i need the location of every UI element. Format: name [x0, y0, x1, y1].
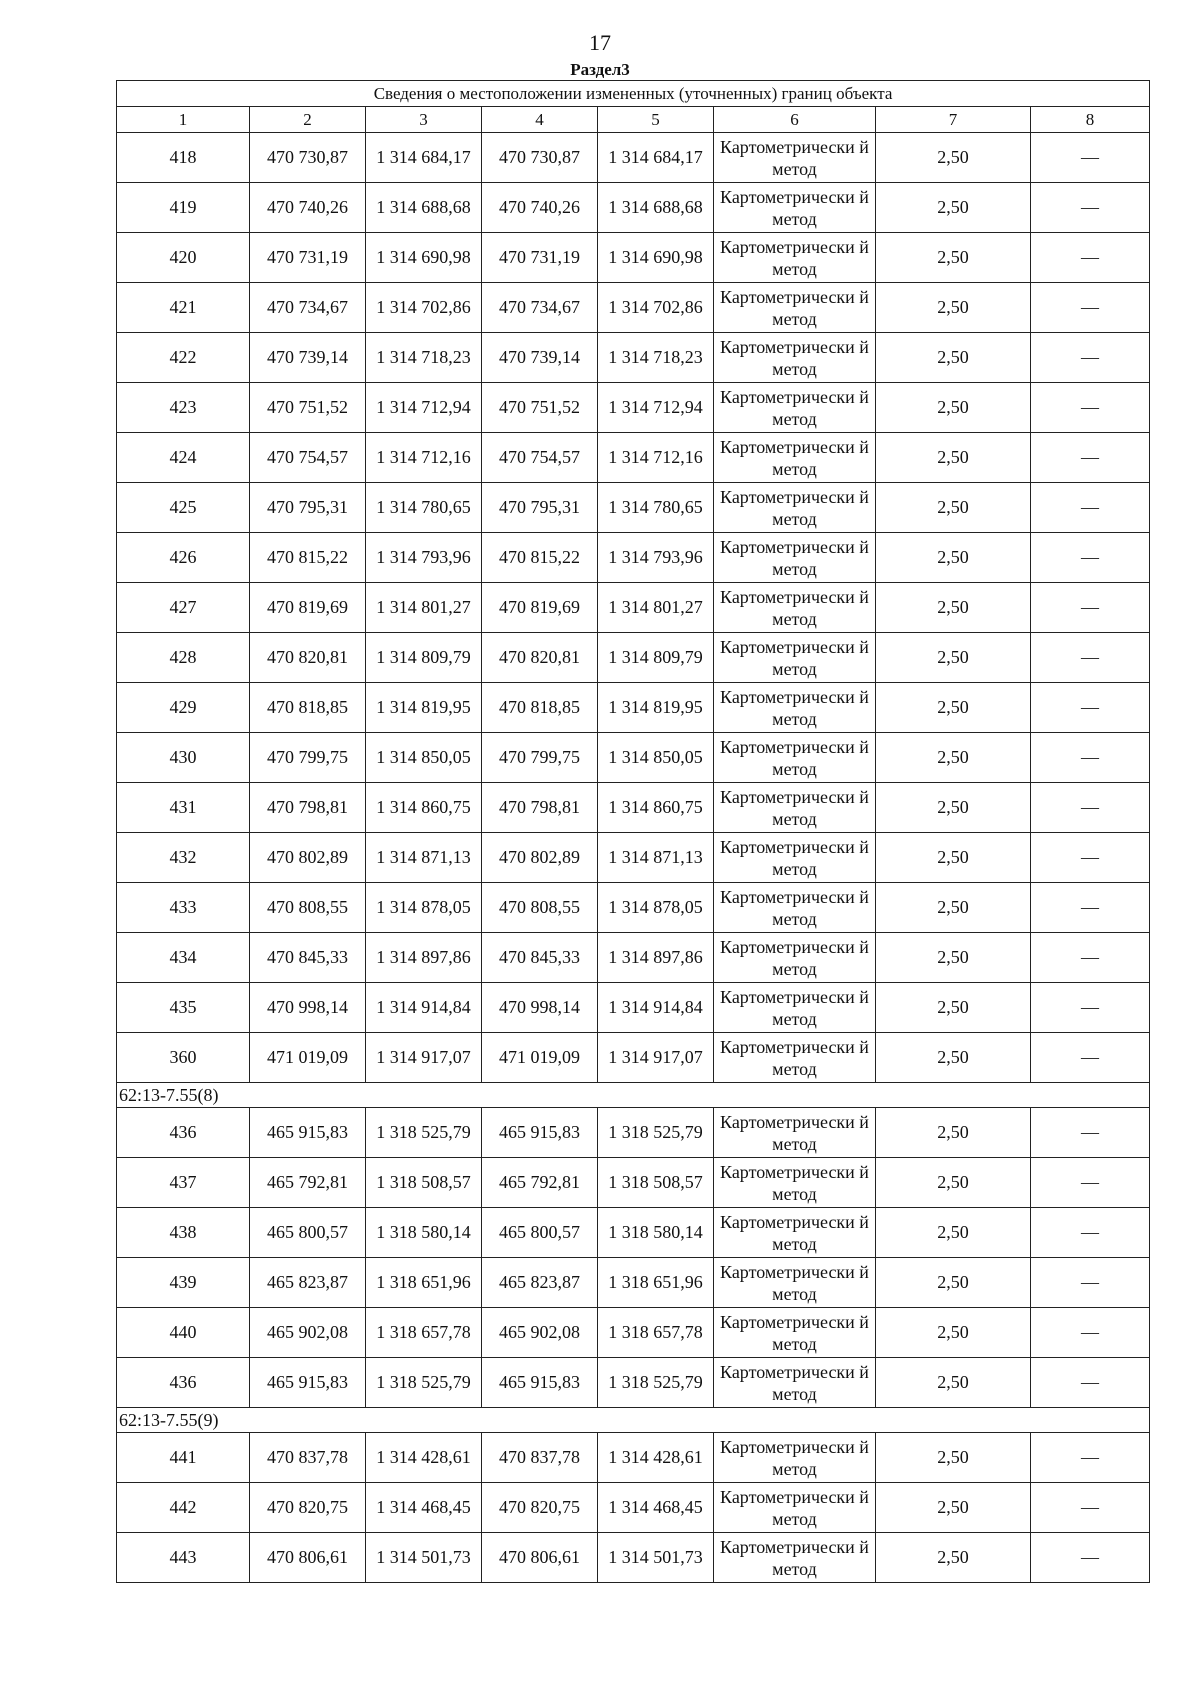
note-cell: — — [1031, 133, 1150, 183]
note-cell: — — [1031, 383, 1150, 433]
group-label: 62:13-7.55(9) — [117, 1408, 1150, 1433]
x-refined-cell: 470 815,22 — [482, 533, 598, 583]
column-number: 8 — [1031, 107, 1150, 133]
y-existing-cell: 1 314 718,23 — [366, 333, 482, 383]
x-existing-cell: 470 795,31 — [250, 483, 366, 533]
point-number-cell: 439 — [117, 1258, 250, 1308]
table-row — [117, 183, 1150, 233]
accuracy-cell: 2,50 — [876, 1308, 1031, 1358]
table-row — [117, 1208, 1150, 1258]
y-existing-cell: 1 314 917,07 — [366, 1033, 482, 1083]
table-row — [117, 433, 1150, 483]
point-number-cell: 438 — [117, 1208, 250, 1258]
note-cell: — — [1031, 783, 1150, 833]
y-existing-cell: 1 314 428,61 — [366, 1433, 482, 1483]
x-refined-cell: 470 734,67 — [482, 283, 598, 333]
y-existing-cell: 1 318 651,96 — [366, 1258, 482, 1308]
group-header-row — [117, 1083, 1150, 1108]
y-existing-cell: 1 314 801,27 — [366, 583, 482, 633]
accuracy-cell: 2,50 — [876, 983, 1031, 1033]
table-row — [117, 1033, 1150, 1083]
table-row — [117, 1483, 1150, 1533]
note-cell: — — [1031, 633, 1150, 683]
y-existing-cell: 1 318 657,78 — [366, 1308, 482, 1358]
method-cell: Картометрически й метод — [714, 1483, 876, 1533]
point-number-cell: 435 — [117, 983, 250, 1033]
table-row — [117, 683, 1150, 733]
x-existing-cell: 465 823,87 — [250, 1258, 366, 1308]
accuracy-cell: 2,50 — [876, 1208, 1031, 1258]
note-cell: — — [1031, 433, 1150, 483]
note-cell: — — [1031, 333, 1150, 383]
table-row — [117, 283, 1150, 333]
point-number-cell: 443 — [117, 1533, 250, 1583]
y-existing-cell: 1 314 878,05 — [366, 883, 482, 933]
point-number-cell: 425 — [117, 483, 250, 533]
point-number-cell: 441 — [117, 1433, 250, 1483]
group-header-row — [117, 1408, 1150, 1433]
x-refined-cell: 465 915,83 — [482, 1358, 598, 1408]
accuracy-cell: 2,50 — [876, 1108, 1031, 1158]
accuracy-cell: 2,50 — [876, 833, 1031, 883]
x-refined-cell: 470 751,52 — [482, 383, 598, 433]
x-refined-cell: 470 818,85 — [482, 683, 598, 733]
point-number-cell: 432 — [117, 833, 250, 883]
point-number-cell: 436 — [117, 1358, 250, 1408]
y-refined-cell: 1 314 712,16 — [598, 433, 714, 483]
y-refined-cell: 1 314 428,61 — [598, 1433, 714, 1483]
accuracy-cell: 2,50 — [876, 583, 1031, 633]
x-refined-cell: 470 820,75 — [482, 1483, 598, 1533]
note-cell: — — [1031, 1533, 1150, 1583]
y-refined-cell: 1 314 860,75 — [598, 783, 714, 833]
y-existing-cell: 1 314 897,86 — [366, 933, 482, 983]
y-refined-cell: 1 314 501,73 — [598, 1533, 714, 1583]
method-cell: Картометрически й метод — [714, 1433, 876, 1483]
note-cell: — — [1031, 1033, 1150, 1083]
note-cell: — — [1031, 833, 1150, 883]
note-cell: — — [1031, 583, 1150, 633]
boundary-coordinates-table — [116, 80, 1150, 1583]
method-cell: Картометрически й метод — [714, 1358, 876, 1408]
x-existing-cell: 470 837,78 — [250, 1433, 366, 1483]
y-refined-cell: 1 314 712,94 — [598, 383, 714, 433]
method-cell: Картометрически й метод — [714, 1158, 876, 1208]
table-row — [117, 1308, 1150, 1358]
note-cell: — — [1031, 1108, 1150, 1158]
y-existing-cell: 1 318 580,14 — [366, 1208, 482, 1258]
x-existing-cell: 470 731,19 — [250, 233, 366, 283]
column-number: 3 — [366, 107, 482, 133]
point-number-cell: 419 — [117, 183, 250, 233]
column-number: 2 — [250, 107, 366, 133]
table-row — [117, 383, 1150, 433]
method-cell: Картометрически й метод — [714, 483, 876, 533]
table-caption: Сведения о местоположении измененных (уточненных) границ объекта — [117, 81, 1150, 107]
accuracy-cell: 2,50 — [876, 1033, 1031, 1083]
x-existing-cell: 470 845,33 — [250, 933, 366, 983]
method-cell: Картометрически й метод — [714, 1258, 876, 1308]
method-cell: Картометрически й метод — [714, 383, 876, 433]
note-cell: — — [1031, 533, 1150, 583]
x-existing-cell: 470 734,67 — [250, 283, 366, 333]
table-row — [117, 133, 1150, 183]
note-cell: — — [1031, 883, 1150, 933]
y-existing-cell: 1 318 525,79 — [366, 1108, 482, 1158]
x-refined-cell: 465 902,08 — [482, 1308, 598, 1358]
x-existing-cell: 470 818,85 — [250, 683, 366, 733]
x-existing-cell: 471 019,09 — [250, 1033, 366, 1083]
point-number-cell: 442 — [117, 1483, 250, 1533]
y-refined-cell: 1 318 525,79 — [598, 1358, 714, 1408]
x-refined-cell: 470 820,81 — [482, 633, 598, 683]
y-existing-cell: 1 314 793,96 — [366, 533, 482, 583]
y-refined-cell: 1 314 917,07 — [598, 1033, 714, 1083]
note-cell: — — [1031, 1308, 1150, 1358]
accuracy-cell: 2,50 — [876, 1158, 1031, 1208]
accuracy-cell: 2,50 — [876, 383, 1031, 433]
note-cell: — — [1031, 483, 1150, 533]
y-refined-cell: 1 318 657,78 — [598, 1308, 714, 1358]
method-cell: Картометрически й метод — [714, 333, 876, 383]
x-refined-cell: 470 730,87 — [482, 133, 598, 183]
note-cell: — — [1031, 183, 1150, 233]
accuracy-cell: 2,50 — [876, 883, 1031, 933]
x-existing-cell: 470 802,89 — [250, 833, 366, 883]
method-cell: Картометрически й метод — [714, 633, 876, 683]
point-number-cell: 422 — [117, 333, 250, 383]
note-cell: — — [1031, 1483, 1150, 1533]
x-existing-cell: 470 754,57 — [250, 433, 366, 483]
x-existing-cell: 470 798,81 — [250, 783, 366, 833]
y-refined-cell: 1 318 525,79 — [598, 1108, 714, 1158]
method-cell: Картометрически й метод — [714, 1108, 876, 1158]
y-refined-cell: 1 314 850,05 — [598, 733, 714, 783]
method-cell: Картометрически й метод — [714, 233, 876, 283]
x-refined-cell: 465 792,81 — [482, 1158, 598, 1208]
y-existing-cell: 1 314 468,45 — [366, 1483, 482, 1533]
y-existing-cell: 1 314 914,84 — [366, 983, 482, 1033]
method-cell: Картометрически й метод — [714, 583, 876, 633]
accuracy-cell: 2,50 — [876, 1533, 1031, 1583]
point-number-cell: 431 — [117, 783, 250, 833]
y-existing-cell: 1 314 819,95 — [366, 683, 482, 733]
point-number-cell: 429 — [117, 683, 250, 733]
page-number: 17 — [589, 30, 611, 55]
table-row — [117, 933, 1150, 983]
x-refined-cell: 470 808,55 — [482, 883, 598, 933]
x-existing-cell: 470 820,75 — [250, 1483, 366, 1533]
accuracy-cell: 2,50 — [876, 283, 1031, 333]
accuracy-cell: 2,50 — [876, 233, 1031, 283]
x-existing-cell: 465 800,57 — [250, 1208, 366, 1258]
accuracy-cell: 2,50 — [876, 1258, 1031, 1308]
y-refined-cell: 1 314 819,95 — [598, 683, 714, 733]
x-refined-cell: 470 739,14 — [482, 333, 598, 383]
note-cell: — — [1031, 233, 1150, 283]
method-cell: Картометрически й метод — [714, 1033, 876, 1083]
x-existing-cell: 465 792,81 — [250, 1158, 366, 1208]
table-row — [117, 1258, 1150, 1308]
table-row — [117, 883, 1150, 933]
y-refined-cell: 1 314 878,05 — [598, 883, 714, 933]
method-cell: Картометрически й метод — [714, 533, 876, 583]
y-existing-cell: 1 318 508,57 — [366, 1158, 482, 1208]
note-cell: — — [1031, 1358, 1150, 1408]
method-cell: Картометрически й метод — [714, 283, 876, 333]
accuracy-cell: 2,50 — [876, 183, 1031, 233]
x-refined-cell: 465 915,83 — [482, 1108, 598, 1158]
accuracy-cell: 2,50 — [876, 1433, 1031, 1483]
y-existing-cell: 1 314 809,79 — [366, 633, 482, 683]
point-number-cell: 436 — [117, 1108, 250, 1158]
y-refined-cell: 1 314 793,96 — [598, 533, 714, 583]
accuracy-cell: 2,50 — [876, 333, 1031, 383]
y-existing-cell: 1 314 850,05 — [366, 733, 482, 783]
accuracy-cell: 2,50 — [876, 733, 1031, 783]
method-cell: Картометрически й метод — [714, 983, 876, 1033]
method-cell: Картометрически й метод — [714, 183, 876, 233]
point-number-cell: 360 — [117, 1033, 250, 1083]
y-refined-cell: 1 314 809,79 — [598, 633, 714, 683]
x-refined-cell: 465 800,57 — [482, 1208, 598, 1258]
table-row — [117, 733, 1150, 783]
x-existing-cell: 470 808,55 — [250, 883, 366, 933]
accuracy-cell: 2,50 — [876, 433, 1031, 483]
point-number-cell: 437 — [117, 1158, 250, 1208]
y-refined-cell: 1 314 914,84 — [598, 983, 714, 1033]
x-existing-cell: 470 799,75 — [250, 733, 366, 783]
y-existing-cell: 1 314 688,68 — [366, 183, 482, 233]
column-number: 6 — [714, 107, 876, 133]
note-cell: — — [1031, 283, 1150, 333]
x-refined-cell: 470 845,33 — [482, 933, 598, 983]
group-label: 62:13-7.55(8) — [117, 1083, 1150, 1108]
x-existing-cell: 470 740,26 — [250, 183, 366, 233]
table-row — [117, 633, 1150, 683]
method-cell: Картометрически й метод — [714, 683, 876, 733]
y-refined-cell: 1 314 702,86 — [598, 283, 714, 333]
y-existing-cell: 1 314 780,65 — [366, 483, 482, 533]
point-number-cell: 430 — [117, 733, 250, 783]
y-existing-cell: 1 314 690,98 — [366, 233, 482, 283]
point-number-cell: 428 — [117, 633, 250, 683]
y-existing-cell: 1 314 712,16 — [366, 433, 482, 483]
x-existing-cell: 465 902,08 — [250, 1308, 366, 1358]
y-refined-cell: 1 314 468,45 — [598, 1483, 714, 1533]
x-existing-cell: 470 819,69 — [250, 583, 366, 633]
x-refined-cell: 470 795,31 — [482, 483, 598, 533]
y-refined-cell: 1 318 508,57 — [598, 1158, 714, 1208]
x-refined-cell: 470 798,81 — [482, 783, 598, 833]
table-row — [117, 833, 1150, 883]
x-existing-cell: 470 739,14 — [250, 333, 366, 383]
y-existing-cell: 1 314 712,94 — [366, 383, 482, 433]
accuracy-cell: 2,50 — [876, 133, 1031, 183]
y-existing-cell: 1 318 525,79 — [366, 1358, 482, 1408]
table-row — [117, 983, 1150, 1033]
x-existing-cell: 470 998,14 — [250, 983, 366, 1033]
method-cell: Картометрически й метод — [714, 433, 876, 483]
method-cell: Картометрически й метод — [714, 1208, 876, 1258]
note-cell: — — [1031, 1208, 1150, 1258]
column-number: 5 — [598, 107, 714, 133]
method-cell: Картометрически й метод — [714, 133, 876, 183]
y-existing-cell: 1 314 871,13 — [366, 833, 482, 883]
column-number: 4 — [482, 107, 598, 133]
table-row — [117, 783, 1150, 833]
column-number: 7 — [876, 107, 1031, 133]
x-existing-cell: 470 751,52 — [250, 383, 366, 433]
y-existing-cell: 1 314 501,73 — [366, 1533, 482, 1583]
table-row — [117, 1533, 1150, 1583]
point-number-cell: 440 — [117, 1308, 250, 1358]
x-refined-cell: 470 754,57 — [482, 433, 598, 483]
y-refined-cell: 1 314 801,27 — [598, 583, 714, 633]
table-row — [117, 233, 1150, 283]
column-number: 1 — [117, 107, 250, 133]
point-number-cell: 418 — [117, 133, 250, 183]
x-refined-cell: 470 806,61 — [482, 1533, 598, 1583]
note-cell: — — [1031, 933, 1150, 983]
x-refined-cell: 470 731,19 — [482, 233, 598, 283]
y-refined-cell: 1 314 690,98 — [598, 233, 714, 283]
x-refined-cell: 471 019,09 — [482, 1033, 598, 1083]
x-refined-cell: 470 802,89 — [482, 833, 598, 883]
point-number-cell: 421 — [117, 283, 250, 333]
section-title: Раздел3 — [570, 60, 630, 79]
accuracy-cell: 2,50 — [876, 533, 1031, 583]
y-refined-cell: 1 314 897,86 — [598, 933, 714, 983]
x-existing-cell: 470 815,22 — [250, 533, 366, 583]
method-cell: Картометрически й метод — [714, 1308, 876, 1358]
point-number-cell: 424 — [117, 433, 250, 483]
accuracy-cell: 2,50 — [876, 1483, 1031, 1533]
x-existing-cell: 465 915,83 — [250, 1358, 366, 1408]
x-refined-cell: 470 819,69 — [482, 583, 598, 633]
y-refined-cell: 1 318 651,96 — [598, 1258, 714, 1308]
accuracy-cell: 2,50 — [876, 783, 1031, 833]
x-existing-cell: 470 806,61 — [250, 1533, 366, 1583]
table-row — [117, 1158, 1150, 1208]
method-cell: Картометрически й метод — [714, 933, 876, 983]
method-cell: Картометрически й метод — [714, 733, 876, 783]
table-row — [117, 1358, 1150, 1408]
x-refined-cell: 470 998,14 — [482, 983, 598, 1033]
x-refined-cell: 470 740,26 — [482, 183, 598, 233]
y-existing-cell: 1 314 860,75 — [366, 783, 482, 833]
method-cell: Картометрически й метод — [714, 883, 876, 933]
x-refined-cell: 470 837,78 — [482, 1433, 598, 1483]
point-number-cell: 433 — [117, 883, 250, 933]
x-refined-cell: 470 799,75 — [482, 733, 598, 783]
point-number-cell: 420 — [117, 233, 250, 283]
note-cell: — — [1031, 683, 1150, 733]
x-existing-cell: 470 820,81 — [250, 633, 366, 683]
table-row — [117, 333, 1150, 383]
note-cell: — — [1031, 733, 1150, 783]
note-cell: — — [1031, 1433, 1150, 1483]
y-refined-cell: 1 314 871,13 — [598, 833, 714, 883]
point-number-cell: 423 — [117, 383, 250, 433]
table-row — [117, 583, 1150, 633]
y-existing-cell: 1 314 702,86 — [366, 283, 482, 333]
table-row — [117, 533, 1150, 583]
y-refined-cell: 1 314 780,65 — [598, 483, 714, 533]
y-refined-cell: 1 314 688,68 — [598, 183, 714, 233]
point-number-cell: 427 — [117, 583, 250, 633]
accuracy-cell: 2,50 — [876, 633, 1031, 683]
method-cell: Картометрически й метод — [714, 833, 876, 883]
point-number-cell: 426 — [117, 533, 250, 583]
table-row — [117, 1433, 1150, 1483]
accuracy-cell: 2,50 — [876, 683, 1031, 733]
y-existing-cell: 1 314 684,17 — [366, 133, 482, 183]
y-refined-cell: 1 314 684,17 — [598, 133, 714, 183]
x-refined-cell: 465 823,87 — [482, 1258, 598, 1308]
table-row — [117, 483, 1150, 533]
x-existing-cell: 465 915,83 — [250, 1108, 366, 1158]
table-body — [117, 133, 1150, 1583]
method-cell: Картометрически й метод — [714, 1533, 876, 1583]
accuracy-cell: 2,50 — [876, 1358, 1031, 1408]
x-existing-cell: 470 730,87 — [250, 133, 366, 183]
table-row — [117, 1108, 1150, 1158]
note-cell: — — [1031, 1158, 1150, 1208]
method-cell: Картометрически й метод — [714, 783, 876, 833]
y-refined-cell: 1 318 580,14 — [598, 1208, 714, 1258]
note-cell: — — [1031, 1258, 1150, 1308]
y-refined-cell: 1 314 718,23 — [598, 333, 714, 383]
point-number-cell: 434 — [117, 933, 250, 983]
note-cell: — — [1031, 983, 1150, 1033]
accuracy-cell: 2,50 — [876, 483, 1031, 533]
accuracy-cell: 2,50 — [876, 933, 1031, 983]
